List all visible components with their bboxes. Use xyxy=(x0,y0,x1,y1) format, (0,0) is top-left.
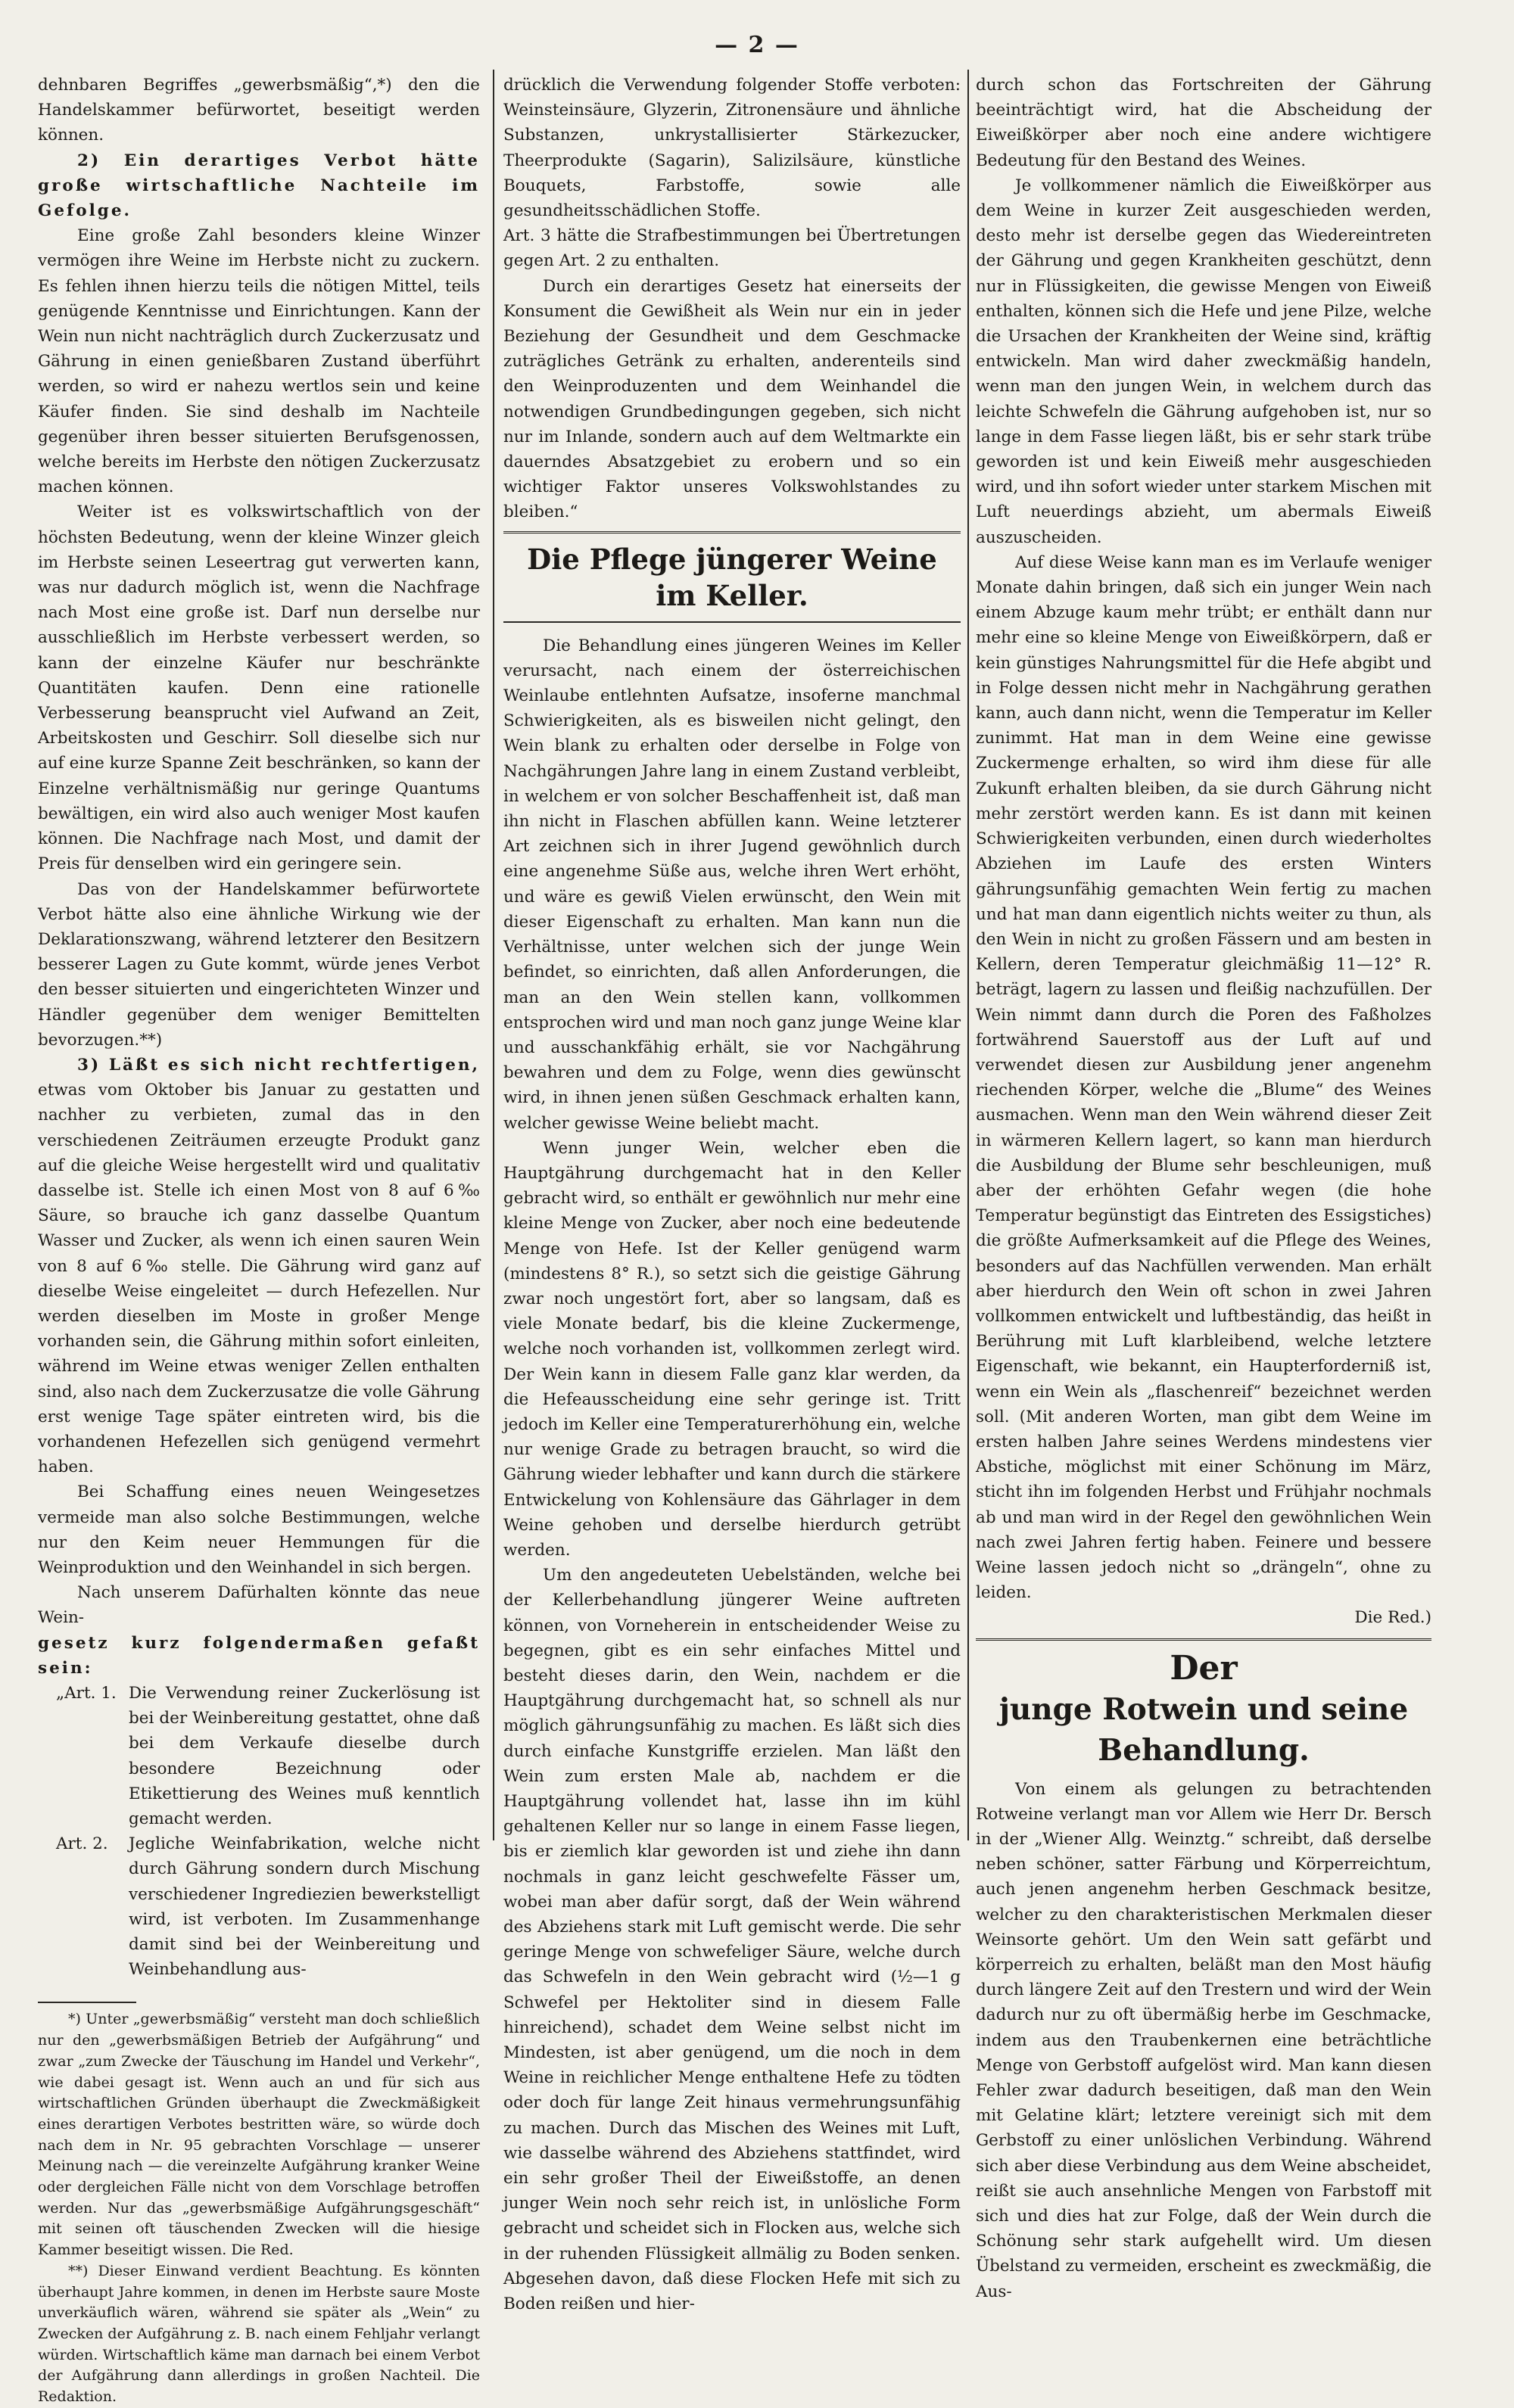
paragraph: durch schon das Fortschreiten der Gährung beeinträchtigt wird, hat die Abscheidung der Eiweißkörper aber noch eine andere wichtigere Bedeutung für den Bestand des Weines. xyxy=(976,76,1431,170)
emphasis-text: gesetz kurz folgendermaßen gefaßt sein: xyxy=(38,1633,480,1678)
column-right xyxy=(976,73,1431,2301)
paragraph: Auf diese Weise kann man es im Verlaufe weniger Monate dahin bringen, daß sich ein junger Wein nach einem Abzuge kaum mehr trübt; er enthält dann nur mehr eine so kleine Menge von Eiweißkörpern, daß er kein günstiges Nahrungsmittel für die Hefe abgibt und in Folge dessen nicht mehr in Nachgährung gerathen kann, auch dann nicht, wenn die Temperatur im Keller zunimmt. Hat man in dem Weine eine gewisse Zuckermenge erhalten, so wird ihm diese für alle Zukunft erhalten bleiben, da sie durch Gährung nicht mehr zerstört werden kann. Es ist dann mit keinen Schwierigkeiten verbunden, einen durch wiederholtes Abziehen im Laufe des ersten Winters gährungsunfähig gemachten Wein fertig zu machen und hat man dann eigentlich nichts weiter zu thun, als den Wein in nicht zu großen Fässern und am besten in Kellern, deren Temperatur gleichmäßig 11—12° R. beträgt, lagern zu lassen und fleißig nachzufüllen. Der Wein nimmt dann durch die Poren des Faßholzes fortwährend Sauerstoff aus der Luft auf und verwendet diesen zur Ausbildung jener angenehm riechenden Körper, welche die „Blume“ des Weines ausmachen. Wenn man den Wein während dieser Zeit in wärmeren Kellern lagert, so kann man hierdurch die Ausbildung der Blume sehr beschleunigen, muß aber der erhöhten Gefahr wegen (die hohe Temperatur begünstigt das Eintreten des Essigstiches) die größte Aufmerksamkeit auf die Pflege des Weines, besonders auf das Nachfüllen verwenden. Man erhält aber hierdurch den Wein oft schon in zwei Jahren vollkommen entwickelt und luftbeständig, das heißt in Berührung mit Luft klarbleibend, welche letztere Eigenschaft, wie bekannt, ein Haupterforderniß ist, wenn ein Wein als „flaschenreif“ bezeichnet werden soll. (Mit anderen Worten, man gibt dem Weine im ersten halben Jahre seines Werdens mindestens vier Abstiche, möglichst mit einer Schönung im März, sticht ihn im folgenden Herbst und Frühjahr nochmals ab und man wird in der Regel den gewöhnlichen Wein nach zwei Jahren fertig haben. Feinere und bessere Weine lassen jedoch nicht so „drängeln“, ohne zu leiden. xyxy=(976,552,1431,1603)
section-lead xyxy=(38,148,480,224)
paragraph-text: etwas vom Oktober bis Januar zu gestatten und nachher zu verbieten, zumal das in den verschiedenen Zeiträumen erzeugte Produkt ganz auf die gleiche Weise hergestellt wird und qualitativ dasselbe ist. Stelle ich einen Most von 8 auf 6‰ Säure, so brauche ich ganz dasselbe Quantum Wasser und Zucker, als wenn ich einen sauren Wein von 8 auf 6‰ stelle. Die Gährung wird ganz auf dieselbe Weise eingeleitet — durch Hefezellen. Nur werden dieselben im Moste in großer Menge vorhanden sein, die Gährung mithin sofort einleiten, während im Weine etwas weniger Zellen enthalten sind, also nach dem Zuckerzusatze die volle Gährung erst wenige Tage später eintreten wird, bis die vorhandenen Hefezellen sich genügend vermehrt haben. xyxy=(38,1081,480,1477)
paragraph: Um den angedeuteten Uebelständen, welche bei der Kellerbehandlung jüngerer Weine auftreten können, von Vorneherein in entscheidender Weise zu begegnen, gibt es ein sehr einfaches Mittel und besteht dieses darin, den Wein, nachdem er die Hauptgährung durchgemacht hat, so schnell als nur möglich gährungsunfähig zu machen. Es läßt sich dies durch einfache Kunstgriffe erzielen. Man läßt den Wein zum ersten Male ab, nachdem er die Hauptgährung vollendet hat, lasse ihn im kühl gehaltenen Keller nur so lange in einem Fasse liegen, bis er ziemlich klar geworden ist und ziehe ihn dann nochmals in ganz leicht geschwefelte Fässer um, wobei man aber dafür sorgt, daß der Wein während des Abziehens stark mit Luft gemischt werde. Die sehr geringe Menge von schwefeliger Säure, welche durch das Schwefeln in den Wein gebracht wird (½—1 g Schwefel per Hektoliter sind in diesem Falle hinreichend), schadet dem Weine selbst nicht im Mindesten, ist aber genügend, um die noch in dem Weine in reichlicher Menge enthaltene Hefe zu tödten oder doch für lange Zeit hinaus vermehrungsunfähig zu machen. Durch das Mischen des Weines mit Luft, wie dasselbe während des Abziehens stattfindet, wird ein sehr großer Theil der Eiweißstoffe, an denen junger Wein noch sehr reich ist, in unlösliche Form gebracht und scheidet sich in Flocken aus, welche sich in der ruhenden Flüssigkeit allmälig zu Boden senken. Abgesehen davon, daß diese Flocken Hefe mit sich zu Boden reißen und hier- xyxy=(503,1566,961,2314)
section-lead-text: 3) Läßt es sich nicht rechtfertigen, xyxy=(77,1055,480,1075)
footnote-divider xyxy=(38,2002,136,2003)
paragraph: Die Behandlung eines jüngeren Weines im Keller verursacht, nach einem der österreichischen Weinlaube entlehnten Aufsatze, insoferne manchmal Schwierigkeiten, als es bisweilen nicht gelingt, den Wein blank zu erhalten oder derselbe in Folge von Nachgährungen Jahre lang in einem Zustand verbleibt, in welchem er von solcher Beschaffenheit ist, daß man ihn nicht in Flaschen abfüllen kann. Weine letzterer Art zeichnen sich in ihrer Jugend gewöhnlich durch eine angenehme Süße aus, welche ihren Wert erhöht, und wäre es gewiß Vielen erwünscht, den Wein mit dieser Eigenschaft zu erhalten. Man kann nun die Verhältnisse, unter welchen sich der junge Wein befindet, so einrichten, daß allen Anforderungen, die man an den Wein stellen kann, vollkommen entsprochen wird und man noch ganz junge Weine klar und ausschankfähig erhält, sie vor Nachgährung bewahren und dem zu Folge, wenn dies gewünscht wird, in ihnen jenen süßen Geschmack erhalten kann, welcher gewisse Weine beliebt macht. xyxy=(503,636,961,1133)
paragraph: Von einem als gelungen zu betrachtenden Rotweine verlangt man vor Allem wie Herr Dr. Bersch in der „Wiener Allg. Weinztg.“ schreibt, daß derselbe neben schöner, satter Färbung und Körperreichtum, auch jenen angenehm herben Geschmack besitze, welcher zu den charakteristischen Merkmalen dieser Weinsorte gehört. Um den Wein satt gefärbt und körperreich zu erhalten, beläßt man den Most häufig durch längere Zeit auf den Trestern und wird der Wein dadurch nur zu oft übermäßig herbe im Geschmacke, indem aus den Traubenkernen eine beträchtliche Menge von Gerbstoff aufgelöst wird. Man kann diesen Fehler zwar dadurch beseitigen, daß man den Wein mit Gelatine klärt; letztere vereinigt sich mit dem Gerbstoff zu einer unlöslichen Verbindung. Während sich aber diese Verbindung aus dem Weine abscheidet, reißt sie auch ansehnliche Mengen von Farbstoff mit sich und dies hat zur Folge, daß der Wein durch die Schönung sehr stark aufgehellt wird. Um diesen Übelstand zu vermeiden, erscheint es zweckmäßig, die Aus- xyxy=(976,1779,1431,2301)
paragraph: Durch ein derartiges Gesetz hat einerseits der Konsument die Gewißheit als Wein nur ein in jeder Beziehung der Gesundheit und dem Geschmacke zuträgliches Getränk zu erhalten, anderenteils sind den Weinproduzenten und dem Weinhandel die notwendigen Grundbedingungen gegeben, sich nicht nur im Inlande, sondern auch auf dem Weltmarkte ein dauerndes Absatzgebiet zu erobern und so ein wichtiger Faktor unseres Volkswohlstandes zu bleiben.“ xyxy=(503,276,961,522)
paragraph: Art. 3 hätte die Strafbestimmungen bei Übertretungen gegen Art. 2 zu enthalten. xyxy=(503,226,961,271)
heading-line: Der xyxy=(1170,1648,1238,1688)
section-lead-text: 2) Ein derartiges Verbot hätte große wirtschaftliche Nachteile im Gefolge. xyxy=(38,151,480,221)
article-text: Jegliche Weinfabrikation, welche nicht durch Gährung sondern durch Mischung verschiedener Ingrediezien bewerkstelligt wird, ist verboten. Im Zusammenhange damit sind bei der Weinbereitung und Weinbehandlung aus- xyxy=(129,1834,480,1980)
paragraph: Weiter ist es volkswirtschaftlich von der höchsten Bedeutung, wenn der kleine Winzer gleich im Herbste seinen Leseertrag gut verwerten kann, was nur dadurch möglich ist, wenn die Nachfrage nach Most eine große ist. Darf nun derselbe nur ausschließlich im Herbste verbessert werden, so kann der einzelne Käufer nur beschränkte Quantitäten kaufen. Denn eine rationelle Verbesserung beansprucht viel Aufwand an Zeit, Arbeitskosten und Geschirr. Soll dieselbe sich nur auf eine kurze Spanne Zeit beschränken, so kann der Einzelne verhältnismäßig nur geringe Quantums bewältigen, ein wird also auch weniger Most kaufen können. Die Nachfrage nach Most, und damit der Preis für denselben wird ein geringere sein. xyxy=(38,502,480,874)
paragraph: Nach unserem Dafürhalten könnte das neue Wein- xyxy=(38,1583,480,1628)
column-left xyxy=(38,73,480,2406)
law-article-1 xyxy=(38,1681,480,1831)
article-heading xyxy=(976,1638,1431,1771)
paragraph: drücklich die Verwendung folgender Stoffe verboten: Weinsteinsäure, Glyzerin, Zitronensäure und ähnliche Substanzen, unkrystallisierter Stärkezucker, Theerprodukte (Sagarin), Salizilsäure, künstliche Bouquets, Farbstoffe, sowie alle gesundheitsschädlichen Stoffe. xyxy=(503,76,961,221)
footnote: *) Unter „gewerbsmäßig“ versteht man doch schließlich nur den „gewerbsmäßigen Betrieb der Aufgährung“ und zwar „zum Zwecke der Täuschung im Handel und Verkehr“, wie dabei gesagt ist. Wenn auch an und für sich aus wirtschaftlichen Gründen überhaupt die Zweckmäßigkeit eines derartigen Verbotes bestritten wäre, so würde doch nach dem in Nr. 95 gebrachten Vorschlage — unserer Meinung nach — die vereinzelte Aufgährung kranker Weine oder dergleichen Fälle nicht von dem Vorschlage betroffen werden. Nur das „gewerbsmäßige Aufgährungsgeschäft“ mit seinen oft täuschenden Zwecken will die hiesige Kammer beseitigt wissen. Die Red. xyxy=(38,2011,480,2259)
law-article-2 xyxy=(38,1831,480,1982)
paragraph xyxy=(38,1053,480,1479)
column-divider xyxy=(967,70,969,1840)
paragraph: Bei Schaffung eines neuen Weingesetzes vermeide man also solche Bestimmungen, welche nur den Keim neuer Hemmungen für die Weinproduktion und den Weinhandel in sich bergen. xyxy=(38,1482,480,1577)
article-heading: Die Pflege jüngerer Weine im Keller. xyxy=(503,531,961,623)
heading-line: junge Rotwein und seine Behandlung. xyxy=(998,1691,1409,1768)
paragraph: dehnbaren Begriffes „gewerbsmäßig“,*) den die Handelskammer befürwortet, beseitigt werden können. xyxy=(38,76,480,145)
paragraph: Je vollkommener nämlich die Eiweißkörper aus dem Weine in kurzer Zeit ausgeschieden werden, desto mehr ist derselbe gegen das Wiedereintreten der Gährung und gegen Krankheiten geschützt, denn nur in Flüssigkeiten, die gewisse Mengen von Eiweiß enthalten, können sich die Hefe und jene Pilze, welche die Ursachen der Krankheiten der Weine sind, kräftig entwickeln. Man wird daher zweckmäßig handeln, wenn man den jungen Wein, in welchem durch das leichte Schwefeln die Gährung aufgehoben ist, nur so lange in dem Fasse liegen läßt, bis er sehr stark trübe geworden ist und kein Eiweiß mehr ausgeschieden wird, und ihn sofort wieder unter starkem Mischen mit Luft neuerdings abzieht, um abermals Eiweiß auszuscheiden. xyxy=(976,176,1431,547)
footnote: **) Dieser Einwand verdient Beachtung. Es könnten überhaupt Jahre kommen, in denen im Herbste saure Moste unverkäuflich wären, während sie später als „Wein“ zu Zwecken der Aufgährung z. B. nach einem Fehljahr verlangt würden. Wirtschaftlich käme man darnach bei einem Verbot der Aufgährung dann allerdings in großen Nachteil. Die Redaktion. xyxy=(38,2262,480,2406)
column-middle xyxy=(503,73,961,2314)
paragraph: Eine große Zahl besonders kleine Winzer vermögen ihre Weine im Herbste nicht zu zuckern. Es fehlen ihnen hierzu teils die nötigen Mittel, teils genügende Kenntnisse und Einrichtungen. Kann der Wein nun nicht nachträglich durch Zuckerzusatz und Gährung in einen genießbaren Zustand überführt werden, so wird er nahezu wertlos sein und keine Käufer finden. Sie sind deshalb im Nachteile gegenüber ihren besser situierten Berufsgenossen, welche bereits im Herbste den nötigen Zuckerzusatz machen können. xyxy=(38,226,480,497)
paragraph: Das von der Handelskammer befürwortete Verbot hätte also eine ähnliche Wirkung wie der Deklarationszwang, während letzterer den Besitzern besserer Lagen zu Gute kommt, würde jenes Verbot den besser situierten und eingerichteten Winzer und Händler gegenüber dem weniger Bemittelten bevorzugen.**) xyxy=(38,879,480,1050)
column-divider xyxy=(493,70,494,1840)
article-label: „Art. 1. xyxy=(56,1684,117,1703)
page-number: — 2 — xyxy=(715,32,799,58)
article-label: Art. 2. xyxy=(56,1834,108,1854)
paragraph xyxy=(38,1631,480,1681)
paragraph: Wenn junger Wein, welcher eben die Hauptgährung durchgemacht hat in den Keller gebracht wird, so enthält er gewöhnlich nur mehr eine kleine Menge von Zucker, aber noch eine bedeutende Menge von Hefe. Ist der Keller genügend warm (mindestens 8° R.), so setzt sich die geistige Gährung zwar noch ungestört fort, aber so langsam, daß es viele Monate bedarf, bis die kleine Zuckermenge, welche noch vorhanden ist, vollkommen zerlegt wird. Der Wein kann in diesem Falle ganz klar werden, da die Hefeausscheidung eine sehr geringe ist. Tritt jedoch im Keller eine Temperaturerhöhung ein, welche nur wenige Grade zu betragen braucht, so wird die Gährung wieder lebhafter und kann durch die stärkere Entwickelung von Kohlensäure das Gährlager in dem Weine gehoben und derselbe hierdurch getrübt werden. xyxy=(503,1138,961,1560)
article-text: Die Verwendung reiner Zuckerlösung ist bei der Weinbereitung gestattet, ohne daß bei dem Verkaufe dieselbe durch besondere Bezeichnung oder Etikettierung des Weines muß kenntlich gemacht werden. xyxy=(129,1684,480,1829)
editor-signature: Die Red.) xyxy=(1354,1608,1431,1628)
